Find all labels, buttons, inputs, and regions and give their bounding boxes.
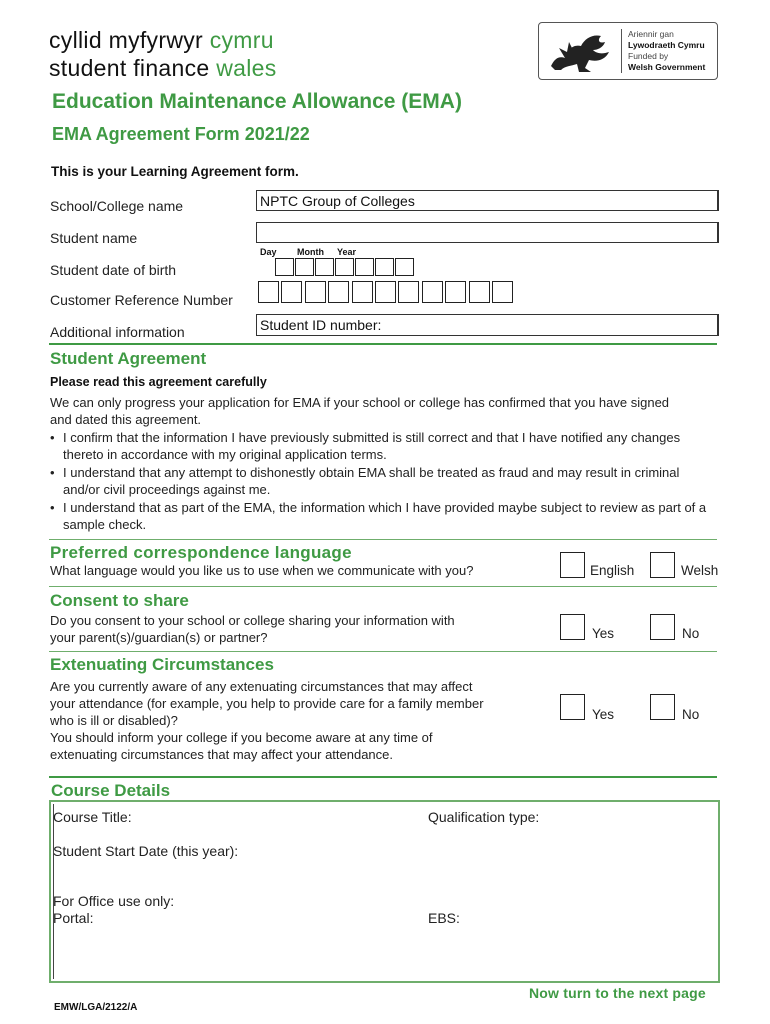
crn-digit-box[interactable] (305, 281, 326, 303)
extenuating-question-line3: who is ill or disabled)? (50, 713, 178, 728)
dob-digit-box[interactable] (375, 258, 394, 276)
extenuating-no-checkbox[interactable] (650, 694, 675, 720)
extenuating-note-line2: extenuating circumstances that may affect your attendance. (50, 747, 394, 762)
dob-year-caption: Year (337, 247, 357, 257)
extenuating-note (50, 729, 433, 763)
dob-digit-box[interactable] (295, 258, 314, 276)
crn-digit-box[interactable] (281, 281, 302, 303)
qualification-type-label[interactable]: Qualification type: (428, 809, 540, 825)
crn-digit-box[interactable] (398, 281, 419, 303)
logo-student-finance-wales (49, 26, 277, 82)
logo-text-wales: wales (216, 55, 277, 81)
consent-no-label: No (682, 626, 700, 641)
additional-label: Additional information (50, 324, 185, 340)
dob-day-caption: Day (260, 247, 277, 257)
badge-text (628, 29, 705, 73)
consent-title: Consent to share (50, 591, 189, 610)
dob-digit-box[interactable] (315, 258, 334, 276)
crn-digit-box[interactable] (469, 281, 490, 303)
extenuating-question-line1: Are you currently aware of any extenuating circumstances that may affect (50, 679, 473, 694)
english-checkbox[interactable] (560, 552, 585, 578)
dob-month-caption: Month (297, 247, 324, 257)
agreement-subheading: Please read this agreement carefully (50, 375, 267, 389)
dob-digit-box[interactable] (355, 258, 374, 276)
extenuating-title: Extenuating Circumstances (50, 655, 274, 674)
school-label: School/College name (50, 198, 184, 214)
english-option-label: English (590, 563, 635, 578)
agreement-bullets (50, 429, 718, 533)
page-title: Education Maintenance Allowance (EMA) (52, 90, 462, 113)
divider-course (49, 776, 717, 778)
logo-text-student-finance: student finance (49, 55, 210, 81)
crn-digit-box[interactable] (375, 281, 396, 303)
language-title: Preferred correspondence language (50, 543, 352, 562)
consent-question-line1: Do you consent to your school or college sharing your information with (50, 613, 455, 628)
divider-extenuating (49, 651, 717, 652)
welsh-checkbox[interactable] (650, 552, 675, 578)
agreement-title: Student Agreement (50, 349, 207, 368)
dob-digit-box[interactable] (335, 258, 354, 276)
ebs-label[interactable]: EBS: (428, 910, 460, 926)
crn-digit-box[interactable] (422, 281, 443, 303)
course-box-inner (53, 804, 716, 979)
language-question: What language would you like us to use when we communicate with you? (50, 563, 474, 578)
divider-agreement (49, 343, 717, 345)
extenuating-question (50, 678, 484, 729)
consent-no-checkbox[interactable] (650, 614, 675, 640)
crn-digit-box[interactable] (352, 281, 373, 303)
start-date-label[interactable]: Student Start Date (this year): (53, 843, 239, 859)
crn-digit-box[interactable] (258, 281, 279, 303)
funded-cy-org: Lywodraeth Cymru (628, 40, 705, 50)
course-title-heading: Course Details (51, 781, 171, 800)
welsh-option-label: Welsh (681, 563, 719, 578)
crn-digit-box[interactable] (492, 281, 513, 303)
dob-digit-box[interactable] (275, 258, 294, 276)
course-details-box (49, 800, 720, 983)
form-code: EMW/LGA/2122/A (54, 1002, 138, 1013)
consent-yes-label: Yes (592, 626, 615, 641)
intro-text: This is your Learning Agreement form. (51, 164, 299, 179)
additional-field[interactable]: Student ID number: (256, 314, 719, 336)
portal-label[interactable]: Portal: (53, 910, 94, 926)
agreement-bullet: • I confirm that the information I have previously submitted is still correct and that I have notified any changes thereto in accordance with my original application terms. (50, 429, 718, 463)
welsh-dragon-icon (545, 28, 617, 76)
dob-digit-box[interactable] (395, 258, 414, 276)
agreement-intro: We can only progress your application for EMA if your school or college has confirmed that you have signed and dated this agreement. (50, 395, 670, 427)
welsh-government-badge (538, 22, 718, 80)
page-subtitle: EMA Agreement Form 2021/22 (52, 124, 310, 144)
agreement-bullet: • I understand that as part of the EMA, the information which I have provided maybe subject to review as part of a sample check. (50, 499, 718, 533)
extenuating-note-line1: You should inform your college if you become aware at any time of (50, 730, 433, 745)
course-title-label[interactable]: Course Title: (53, 809, 132, 825)
consent-question (50, 612, 455, 646)
agreement-bullet: • I understand that any attempt to dishonestly obtain EMA shall be treated as fraud and may result in criminal and/or civil proceedings against me. (50, 464, 718, 498)
funded-en-org: Welsh Government (628, 62, 706, 72)
student-name-label: Student name (50, 230, 138, 246)
office-use-label: For Office use only: (53, 893, 175, 909)
student-name-field[interactable] (256, 222, 719, 243)
funded-cy-label: Ariennir gan (628, 29, 674, 39)
logo-line-welsh (49, 26, 277, 54)
badge-divider (621, 29, 622, 73)
school-field[interactable]: NPTC Group of Colleges (256, 190, 719, 211)
consent-question-line2: your parent(s)/guardian(s) or partner? (50, 630, 268, 645)
logo-line-english (49, 54, 277, 82)
logo-text-cymru: cymru (209, 27, 274, 53)
extenuating-no-label: No (682, 707, 700, 722)
crn-label: Customer Reference Number (50, 292, 233, 308)
dob-label: Student date of birth (50, 262, 177, 278)
funded-en-label: Funded by (628, 51, 669, 61)
extenuating-question-line2: your attendance (for example, you help to provide care for a family member (50, 696, 484, 711)
logo-text-cyllid: cyllid myfyrwyr (49, 27, 203, 53)
divider-consent (49, 586, 717, 587)
extenuating-yes-checkbox[interactable] (560, 694, 585, 720)
crn-digit-box[interactable] (328, 281, 349, 303)
consent-yes-checkbox[interactable] (560, 614, 585, 640)
next-page-note: Now turn to the next page (529, 985, 706, 1001)
divider-language (49, 539, 717, 540)
crn-digit-box[interactable] (445, 281, 466, 303)
extenuating-yes-label: Yes (592, 707, 615, 722)
